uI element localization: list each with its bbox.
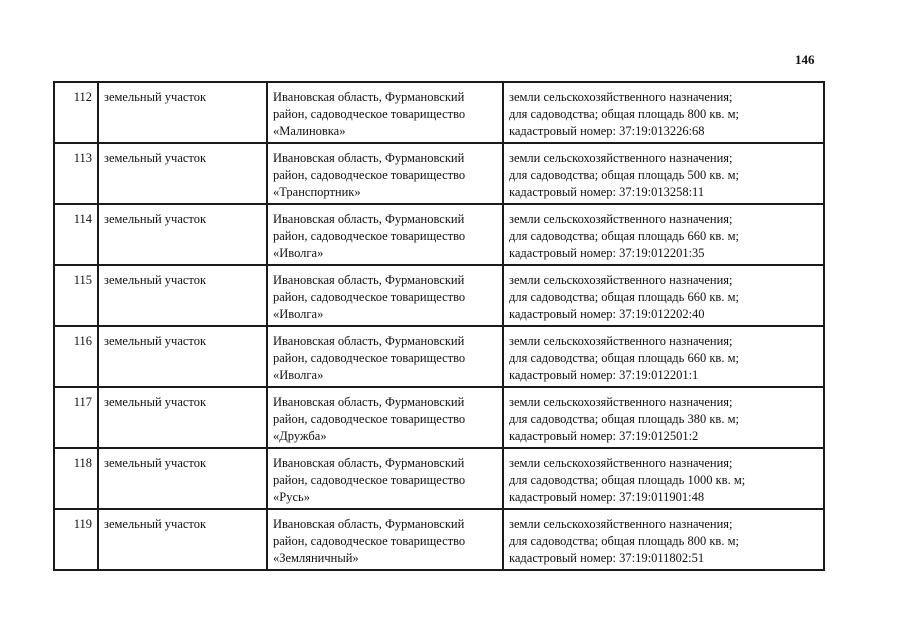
table-row	[54, 143, 824, 204]
object-description	[503, 143, 824, 204]
object-type: земельный участок	[98, 265, 267, 326]
object-address	[267, 448, 503, 509]
address-line: «Иволга»	[273, 246, 324, 260]
address-line: «Транспортник»	[273, 185, 361, 199]
description-line: для садоводства; общая площадь 800 кв. м;	[509, 107, 739, 121]
address-line: район, садоводческое товарищество	[273, 290, 466, 304]
description-line: кадастровый номер: 37:19:013258:11	[509, 185, 705, 199]
row-number: 117	[54, 387, 98, 448]
object-description	[503, 509, 824, 570]
address-line: Ивановская область, Фурмановский	[273, 334, 465, 348]
address-line: Ивановская область, Фурмановский	[273, 517, 465, 531]
row-number: 112	[54, 82, 98, 143]
address-line: Ивановская область, Фурмановский	[273, 151, 465, 165]
description-line: земли сельскохозяйственного назначения;	[509, 90, 733, 104]
object-type: земельный участок	[98, 509, 267, 570]
object-address	[267, 509, 503, 570]
address-line: Ивановская область, Фурмановский	[273, 456, 465, 470]
object-description	[503, 448, 824, 509]
object-description	[503, 82, 824, 143]
address-line: Ивановская область, Фурмановский	[273, 273, 465, 287]
object-description	[503, 265, 824, 326]
table-row	[54, 448, 824, 509]
address-line: район, садоводческое товарищество	[273, 107, 466, 121]
description-line: для садоводства; общая площадь 500 кв. м;	[509, 168, 739, 182]
row-number: 118	[54, 448, 98, 509]
description-line: земли сельскохозяйственного назначения;	[509, 273, 733, 287]
object-description	[503, 326, 824, 387]
object-address	[267, 143, 503, 204]
address-line: район, садоводческое товарищество	[273, 534, 466, 548]
page-number: 146	[795, 52, 815, 67]
row-number: 114	[54, 204, 98, 265]
address-line: Ивановская область, Фурмановский	[273, 90, 465, 104]
address-line: «Иволга»	[273, 368, 324, 382]
object-type: земельный участок	[98, 82, 267, 143]
object-type: земельный участок	[98, 326, 267, 387]
object-type: земельный участок	[98, 448, 267, 509]
description-line: кадастровый номер: 37:19:012201:1	[509, 368, 699, 382]
description-line: кадастровый номер: 37:19:013226:68	[509, 124, 705, 138]
description-line: кадастровый номер: 37:19:012202:40	[509, 307, 705, 321]
description-line: для садоводства; общая площадь 380 кв. м;	[509, 412, 739, 426]
object-address	[267, 204, 503, 265]
land-plots-table	[53, 81, 825, 571]
description-line: кадастровый номер: 37:19:011901:48	[509, 490, 705, 504]
table-row	[54, 326, 824, 387]
description-line: земли сельскохозяйственного назначения;	[509, 517, 733, 531]
description-line: кадастровый номер: 37:19:012201:35	[509, 246, 705, 260]
address-line: «Русь»	[273, 490, 310, 504]
description-line: кадастровый номер: 37:19:011802:51	[509, 551, 705, 565]
description-line: кадастровый номер: 37:19:012501:2	[509, 429, 699, 443]
object-type: земельный участок	[98, 143, 267, 204]
table-row	[54, 204, 824, 265]
object-type: земельный участок	[98, 204, 267, 265]
object-type: земельный участок	[98, 387, 267, 448]
address-line: «Иволга»	[273, 307, 324, 321]
object-address	[267, 82, 503, 143]
table-row	[54, 82, 824, 143]
address-line: «Малиновка»	[273, 124, 346, 138]
row-number: 115	[54, 265, 98, 326]
table-body	[54, 82, 824, 570]
address-line: район, садоводческое товарищество	[273, 351, 466, 365]
object-address	[267, 265, 503, 326]
description-line: земли сельскохозяйственного назначения;	[509, 151, 733, 165]
row-number: 116	[54, 326, 98, 387]
description-line: для садоводства; общая площадь 800 кв. м;	[509, 534, 739, 548]
table-row	[54, 265, 824, 326]
description-line: земли сельскохозяйственного назначения;	[509, 456, 733, 470]
address-line: «Дружба»	[273, 429, 327, 443]
address-line: Ивановская область, Фурмановский	[273, 212, 465, 226]
description-line: для садоводства; общая площадь 660 кв. м;	[509, 351, 739, 365]
table-row	[54, 509, 824, 570]
object-address	[267, 387, 503, 448]
description-line: земли сельскохозяйственного назначения;	[509, 212, 733, 226]
description-line: для садоводства; общая площадь 1000 кв. м;	[509, 473, 746, 487]
address-line: район, садоводческое товарищество	[273, 473, 466, 487]
object-description	[503, 387, 824, 448]
description-line: для садоводства; общая площадь 660 кв. м;	[509, 229, 739, 243]
address-line: район, садоводческое товарищество	[273, 229, 466, 243]
address-line: район, садоводческое товарищество	[273, 412, 466, 426]
row-number: 119	[54, 509, 98, 570]
address-line: «Земляничный»	[273, 551, 359, 565]
description-line: для садоводства; общая площадь 660 кв. м;	[509, 290, 739, 304]
table-row	[54, 387, 824, 448]
object-description	[503, 204, 824, 265]
address-line: район, садоводческое товарищество	[273, 168, 466, 182]
description-line: земли сельскохозяйственного назначения;	[509, 334, 733, 348]
address-line: Ивановская область, Фурмановский	[273, 395, 465, 409]
object-address	[267, 326, 503, 387]
description-line: земли сельскохозяйственного назначения;	[509, 395, 733, 409]
row-number: 113	[54, 143, 98, 204]
